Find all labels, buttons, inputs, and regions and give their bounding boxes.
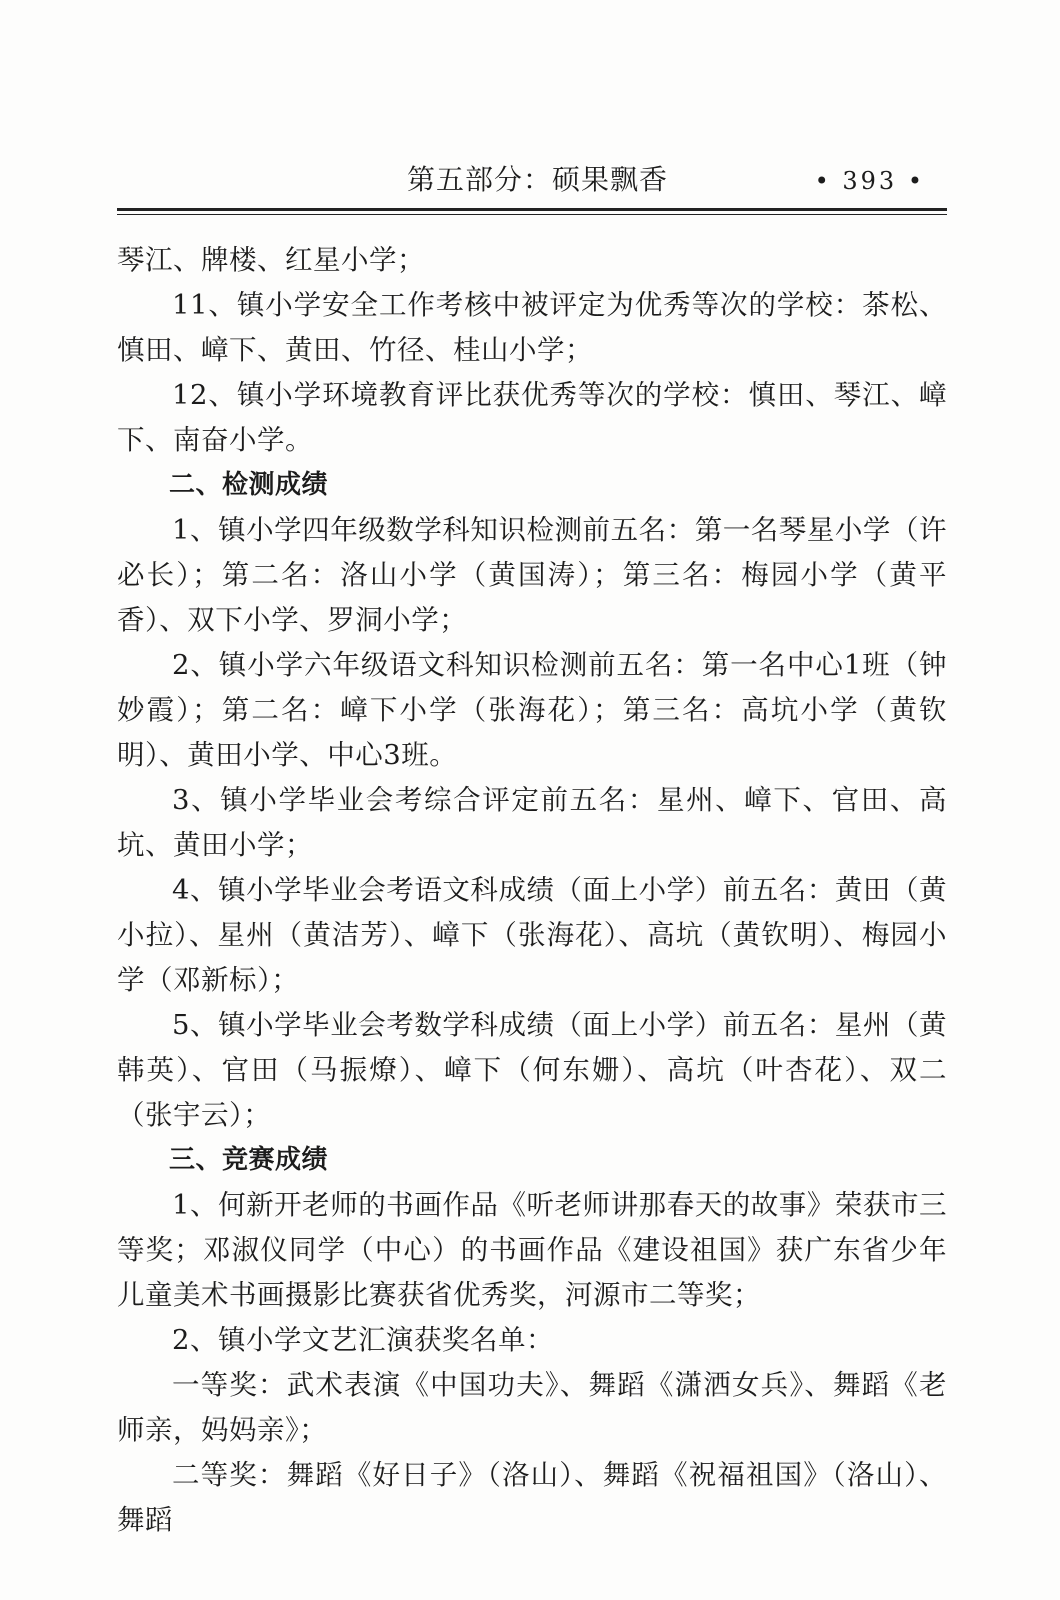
- body-text: [117, 238, 947, 1543]
- paragraph: 11、镇小学安全工作考核中被评定为优秀等次的学校：茶松、慎田、嶂下、黄田、竹径、桂山小学；: [117, 289, 947, 366]
- paragraph: 1、镇小学四年级数学科知识检测前五名：第一名琴星小学（许必长）；第二名：洛山小学（黄国涛）；第三名：梅园小学（黄平香）、双下小学、罗洞小学；: [117, 514, 947, 636]
- paragraph: 3、镇小学毕业会考综合评定前五名：星州、嶂下、官田、高坑、黄田小学；: [117, 784, 947, 861]
- paragraph: 琴江、牌楼、红星小学；: [117, 244, 425, 276]
- paragraph: 4、镇小学毕业会考语文科成绩（面上小学）前五名：黄田（黄小拉）、星州（黄洁芳）、嶂下（张海花）、高坑（黄钦明）、梅园小学（邓新标）；: [117, 874, 947, 996]
- header-rule-thick: [117, 208, 947, 211]
- paragraph: 2、镇小学文艺汇演获奖名单：: [172, 1324, 554, 1356]
- running-header: [117, 160, 947, 204]
- paragraph: 12、镇小学环境教育评比获优秀等次的学校：慎田、琴江、嶂下、南奋小学。: [117, 379, 947, 456]
- paragraph: 1、何新开老师的书画作品《听老师讲那春天的故事》荣获市三等奖；邓淑仪同学（中心）的书画作品《建设祖国》获广东省少年儿童美术书画摄影比赛获省优秀奖，河源市二等奖；: [117, 1189, 947, 1311]
- paragraph: 5、镇小学毕业会考数学科成绩（面上小学）前五名：星州（黄韩英）、官田（马振燎）、嶂下（何东姗）、高坑（叶杏花）、双二（张宇云）；: [117, 1009, 947, 1131]
- paragraph: 2、镇小学六年级语文科知识检测前五名：第一名中心1班（钟妙霞）；第二名：嶂下小学（张海花）；第三名：高坑小学（黄钦明）、黄田小学、中心3班。: [117, 649, 947, 771]
- page-number: • 393 •: [814, 167, 925, 195]
- section-heading: 三、竞赛成绩: [169, 1145, 329, 1175]
- section-heading: 二、检测成绩: [169, 470, 329, 500]
- header-rule-thin: [117, 214, 947, 215]
- paragraph: 二等奖：舞蹈《好日子》（洛山）、舞蹈《祝福祖国》（洛山）、舞蹈: [117, 1459, 947, 1536]
- paragraph: 一等奖：武术表演《中国功夫》、舞蹈《潇洒女兵》、舞蹈《老师亲，妈妈亲》；: [117, 1369, 947, 1446]
- header-title: 第五部分：硕果飘香: [407, 163, 669, 196]
